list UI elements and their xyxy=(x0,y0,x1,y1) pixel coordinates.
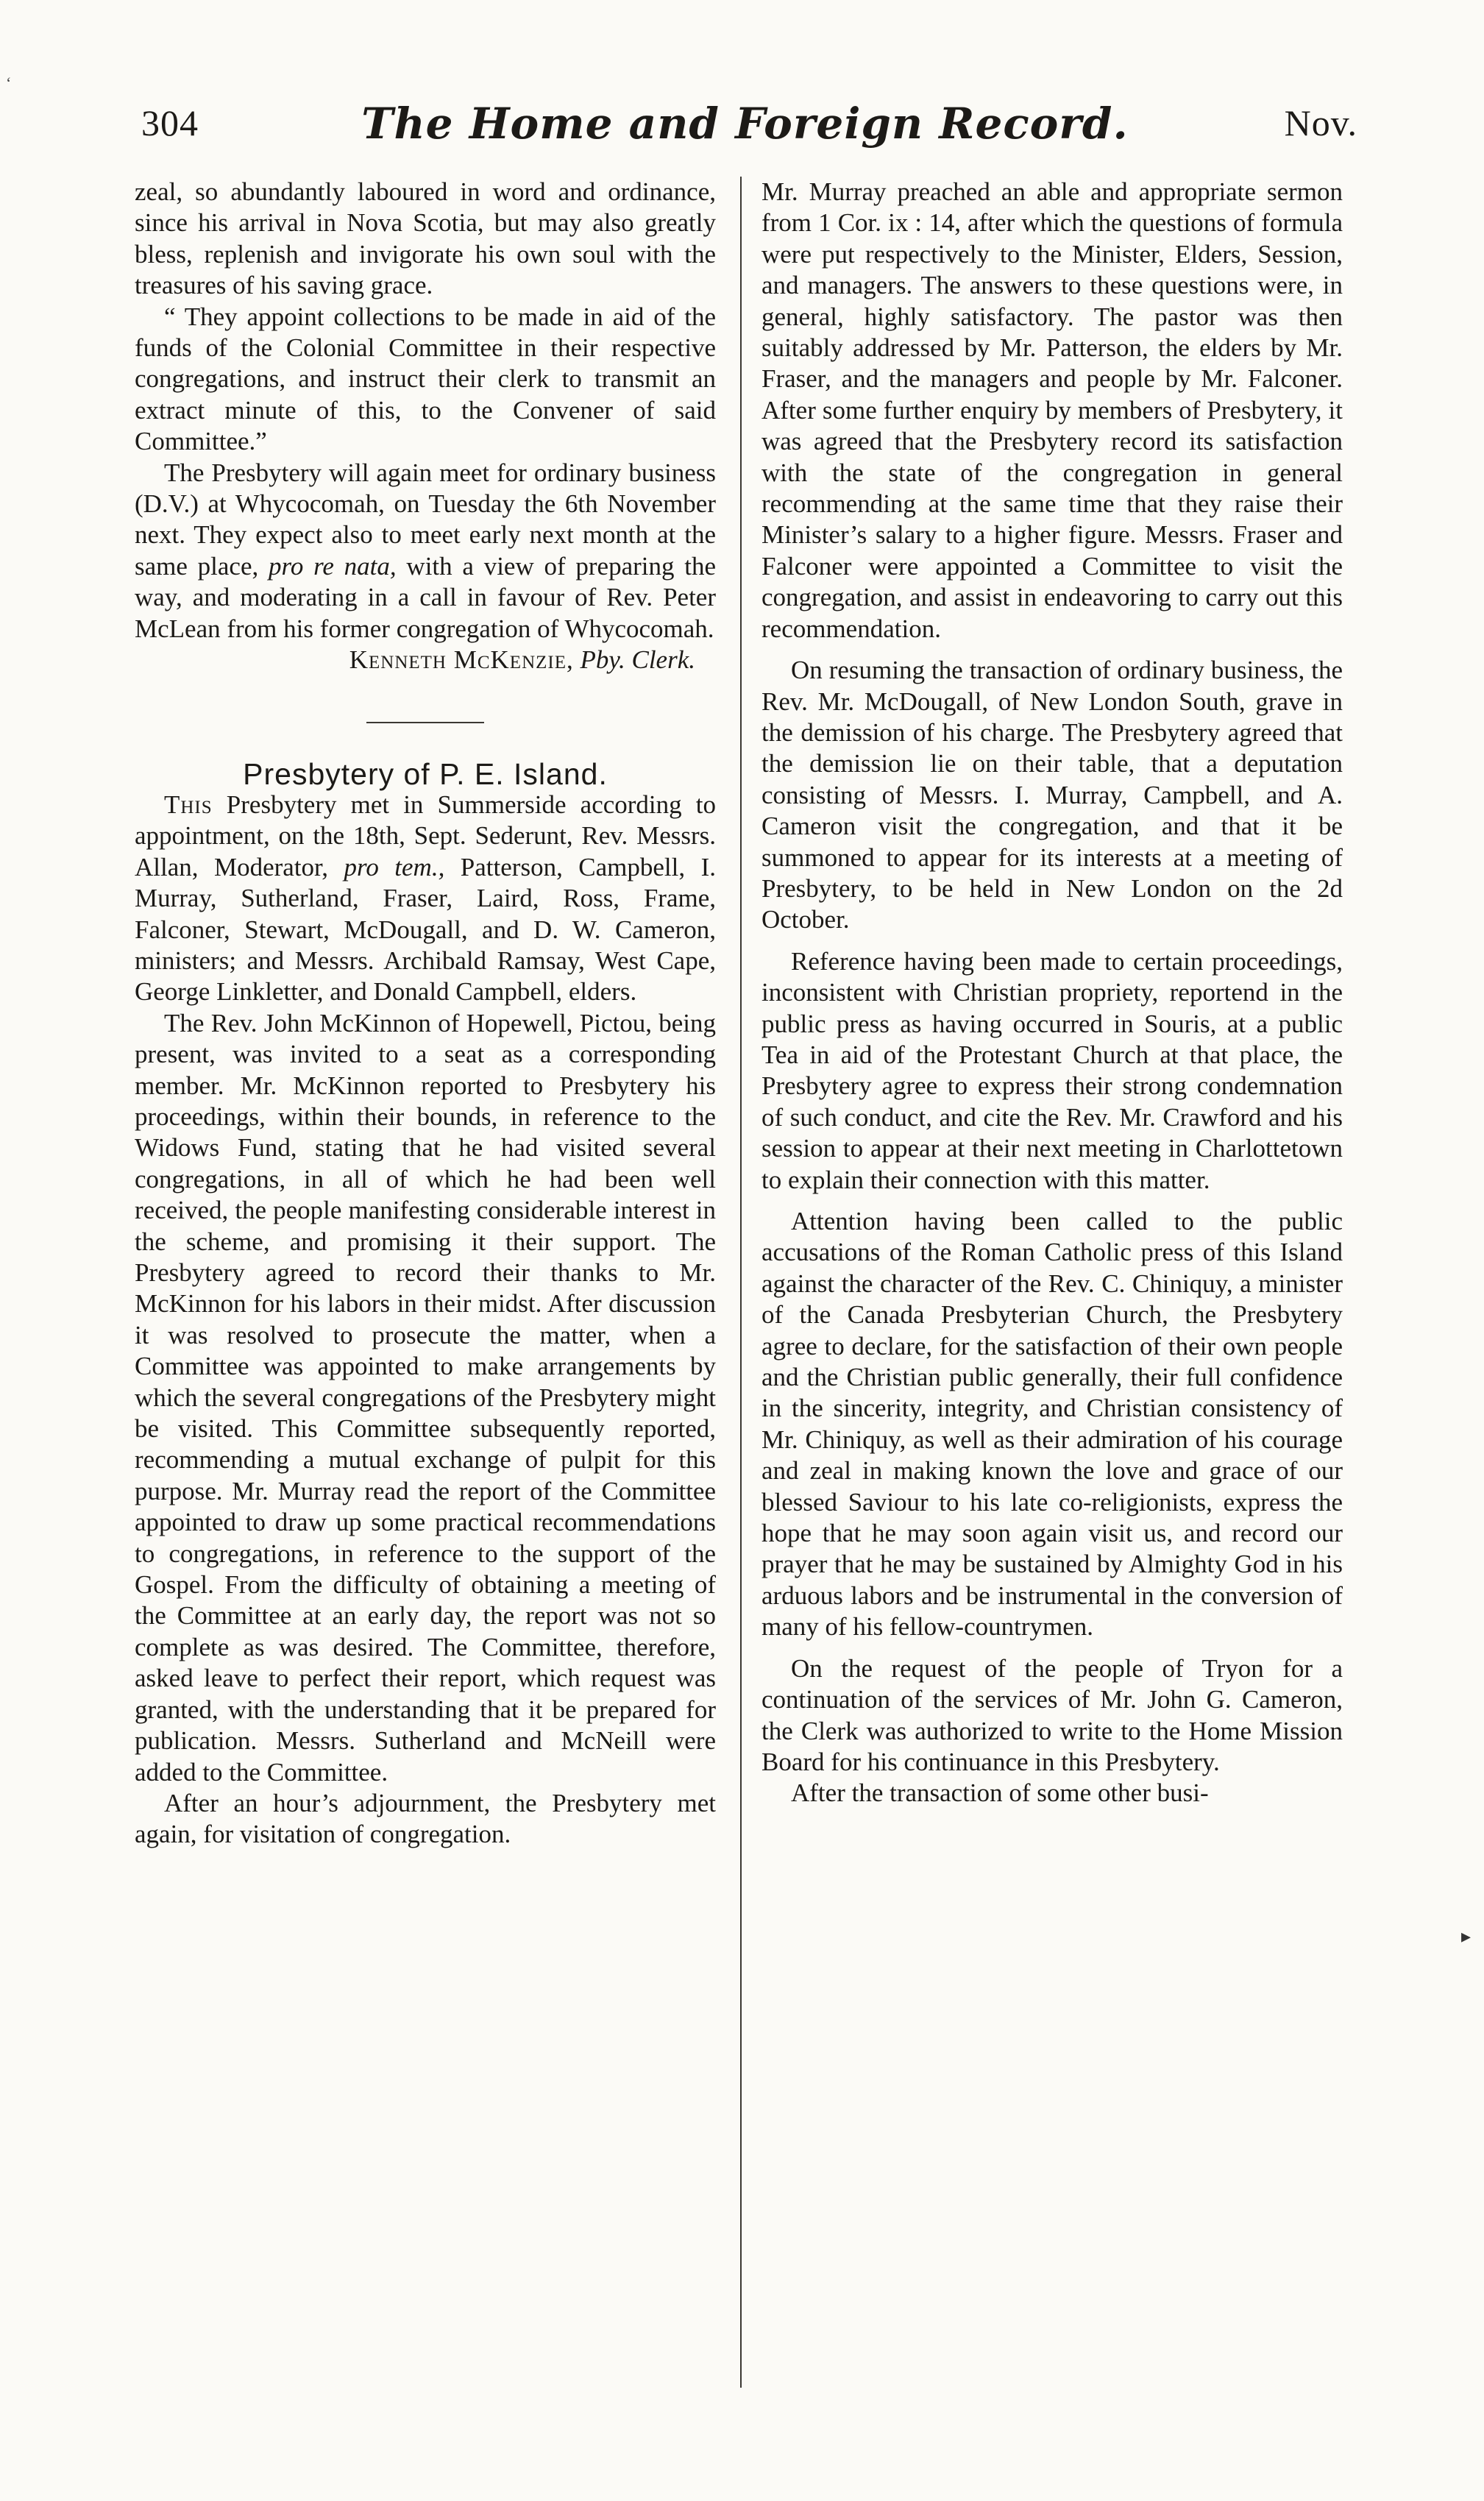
paragraph: Mr. Murray preached an able and appropriate sermon from 1 Cor. ix : 14, after which the questions of formula were put respectively to the Minister, Elders, Session, and managers. The answers to these questions were, in general, highly satisfactory. The pastor was then suitably addressed by Mr. Patterson, the elders by Mr. Fraser, and the managers and people by Mr. Falconer. After some further enquiry by members of Presbytery, it was agreed that the Presbytery record its satisfaction with the state of the congregation in general recommending at the same time that they raise their Minister’s salary to a higher figure. Messrs. Fraser and Falconer were appointed a Committee to visit the congregation, and assist in endeavoring to carry out this recommendation. xyxy=(761,177,1343,643)
drop-word: This xyxy=(164,790,213,819)
margin-arrow-icon: ▸ xyxy=(1461,1926,1471,1947)
paragraph: zeal, so abundantly laboured in word and ordinance, since his arrival in Nova Scotia, but may also greatly bless, replenish and invigorate his own soul with the treasures of his saving grace. xyxy=(135,177,716,300)
column-rule xyxy=(740,177,742,2388)
margin-mark: ʻ xyxy=(6,74,12,92)
signature-title: Pby. Clerk. xyxy=(580,645,695,675)
paragraph: On resuming the transaction of ordinary business, the Rev. Mr. McDougall, of New London South, grave in the demission of his charge. The Presbytery agreed that the demission lie on their table, that a deputation consisting of Messrs. I. Murray, Campbell, and A. Cameron visit the congregation, and that it be summoned to appear for its interests at a meeting of Presbytery, to be held in New London on the 2d October. xyxy=(761,656,1343,934)
paragraph: Attention having been called to the public accusations of the Roman Catholic press of this Island against the character of the Rev. C. Chiniquy, a minister of the Canada Presbyterian Church, the Presbytery agree to declare, for the satisfaction of their own people and the Christian public generally, their full confidence in the sincerity, integrity, and Christian consistency of Mr. Chiniquy, as well as their admiration of his courage and zeal in making known the love and grace of our blessed Saviour to his late co-religionists, express the hope that he may soon again visit us, and record our prayer that he may be sustained by Almighty God in his arduous labors and be instrumental in the conversion of many of his fellow-countrymen. xyxy=(761,1207,1343,1642)
signature-name: Kenneth McKenzie, xyxy=(349,645,574,675)
issue-month: Nov. xyxy=(1284,102,1357,143)
page-header xyxy=(132,99,1357,157)
paragraph: This Presbytery met in Summerside according to appointment, on the 18th, Sept. Sederunt, Rev. Messrs. Allan, Moderator, pro tem., Patterson, Campbell, I. Murray, Sutherland, Fraser, Laird, Ross, Frame, Falconer, Stewart, McDougall, and D. W. Cameron, ministers; and Messrs. Archibald Ramsay, West Cape, George Linkletter, and Donald Campbell, elders. xyxy=(135,790,716,1007)
paragraph: After the transaction of some other busi- xyxy=(791,1778,1209,1808)
italic-phrase: pro re nata, xyxy=(269,551,397,581)
paragraph: The Rev. John McKinnon of Hopewell, Pictou, being present, was invited to a seat as a corresponding member. Mr. McKinnon reported to Presbytery his proceedings, within their bounds, in reference to the Widows Fund, stating that he had visited several congregations, in all of which he had been well received, the people manifesting considerable interest in the scheme, and promising it their support. The Presbytery agreed to record their thanks to Mr. McKinnon for his labors in their midst. After discussion it was resolved to prosecute the matter, when a Committee was appointed to make arrangements by which the several congregations of the Presbytery might be visited. This Committee subsequently reported, recommending a mutual exchange of pulpit for this purpose. Mr. Murray read the report of the Committee appointed to draw up some practical recommendations to congregations, in reference to the support of the Gospel. From the difficulty of obtaining a meeting of the Committee at an early day, the report was not so complete as was desired. The Committee, therefore, asked leave to perfect their report, which request was granted, with the understanding that it be prepared for publication. Messrs. Sutherland and McNeill were added to the Committee. xyxy=(135,1008,716,1787)
clerk-signature xyxy=(135,645,716,675)
italic-phrase: pro tem., xyxy=(344,852,445,881)
right-column xyxy=(761,177,1343,1809)
page-number: 304 xyxy=(141,102,199,143)
paragraph: Reference having been made to certain proceedings, inconsistent with Christian propriety, reportend in the public press as having occurred in Souris, at a public Tea in aid of the Protestant Church at that place, the Presbytery agree to express their strong condemnation of such conduct, and cite the Rev. Mr. Crawford and his session to appear at their next meeting in Charlottetown to explain their connection with this matter. xyxy=(761,946,1343,1194)
paragraph: The Presbytery will again meet for ordinary business (D.V.) at Whycocomah, on Tuesday the 6th November next. They expect also to meet early next month at the same place, pro re nata, with a view of preparing the way, and moderating in a call in favour of Rev. Peter McLean from his former congregation of Whycocomah. xyxy=(135,458,717,643)
paragraph: After an hour’s adjournment, the Presbytery met again, for visitation of congregation. xyxy=(135,1788,716,1849)
paragraph: “ They appoint collections to be made in aid of the funds of the Colonial Committee in their respective congregations, and instruct their clerk to transmit an extract minute of this, to the Convener of said Committee.” xyxy=(135,302,716,456)
section-title: Presbytery of P. E. Island. xyxy=(243,756,608,791)
journal-title: The Home and Foreign Record. xyxy=(361,99,1129,149)
left-column xyxy=(135,177,716,1851)
section-divider xyxy=(366,722,484,723)
paragraph: On the request of the people of Tryon for a continuation of the services of Mr. John G. Cameron, the Clerk was authorized to write to the Home Mission Board for his continuance in this Presbytery. xyxy=(761,1653,1343,1776)
